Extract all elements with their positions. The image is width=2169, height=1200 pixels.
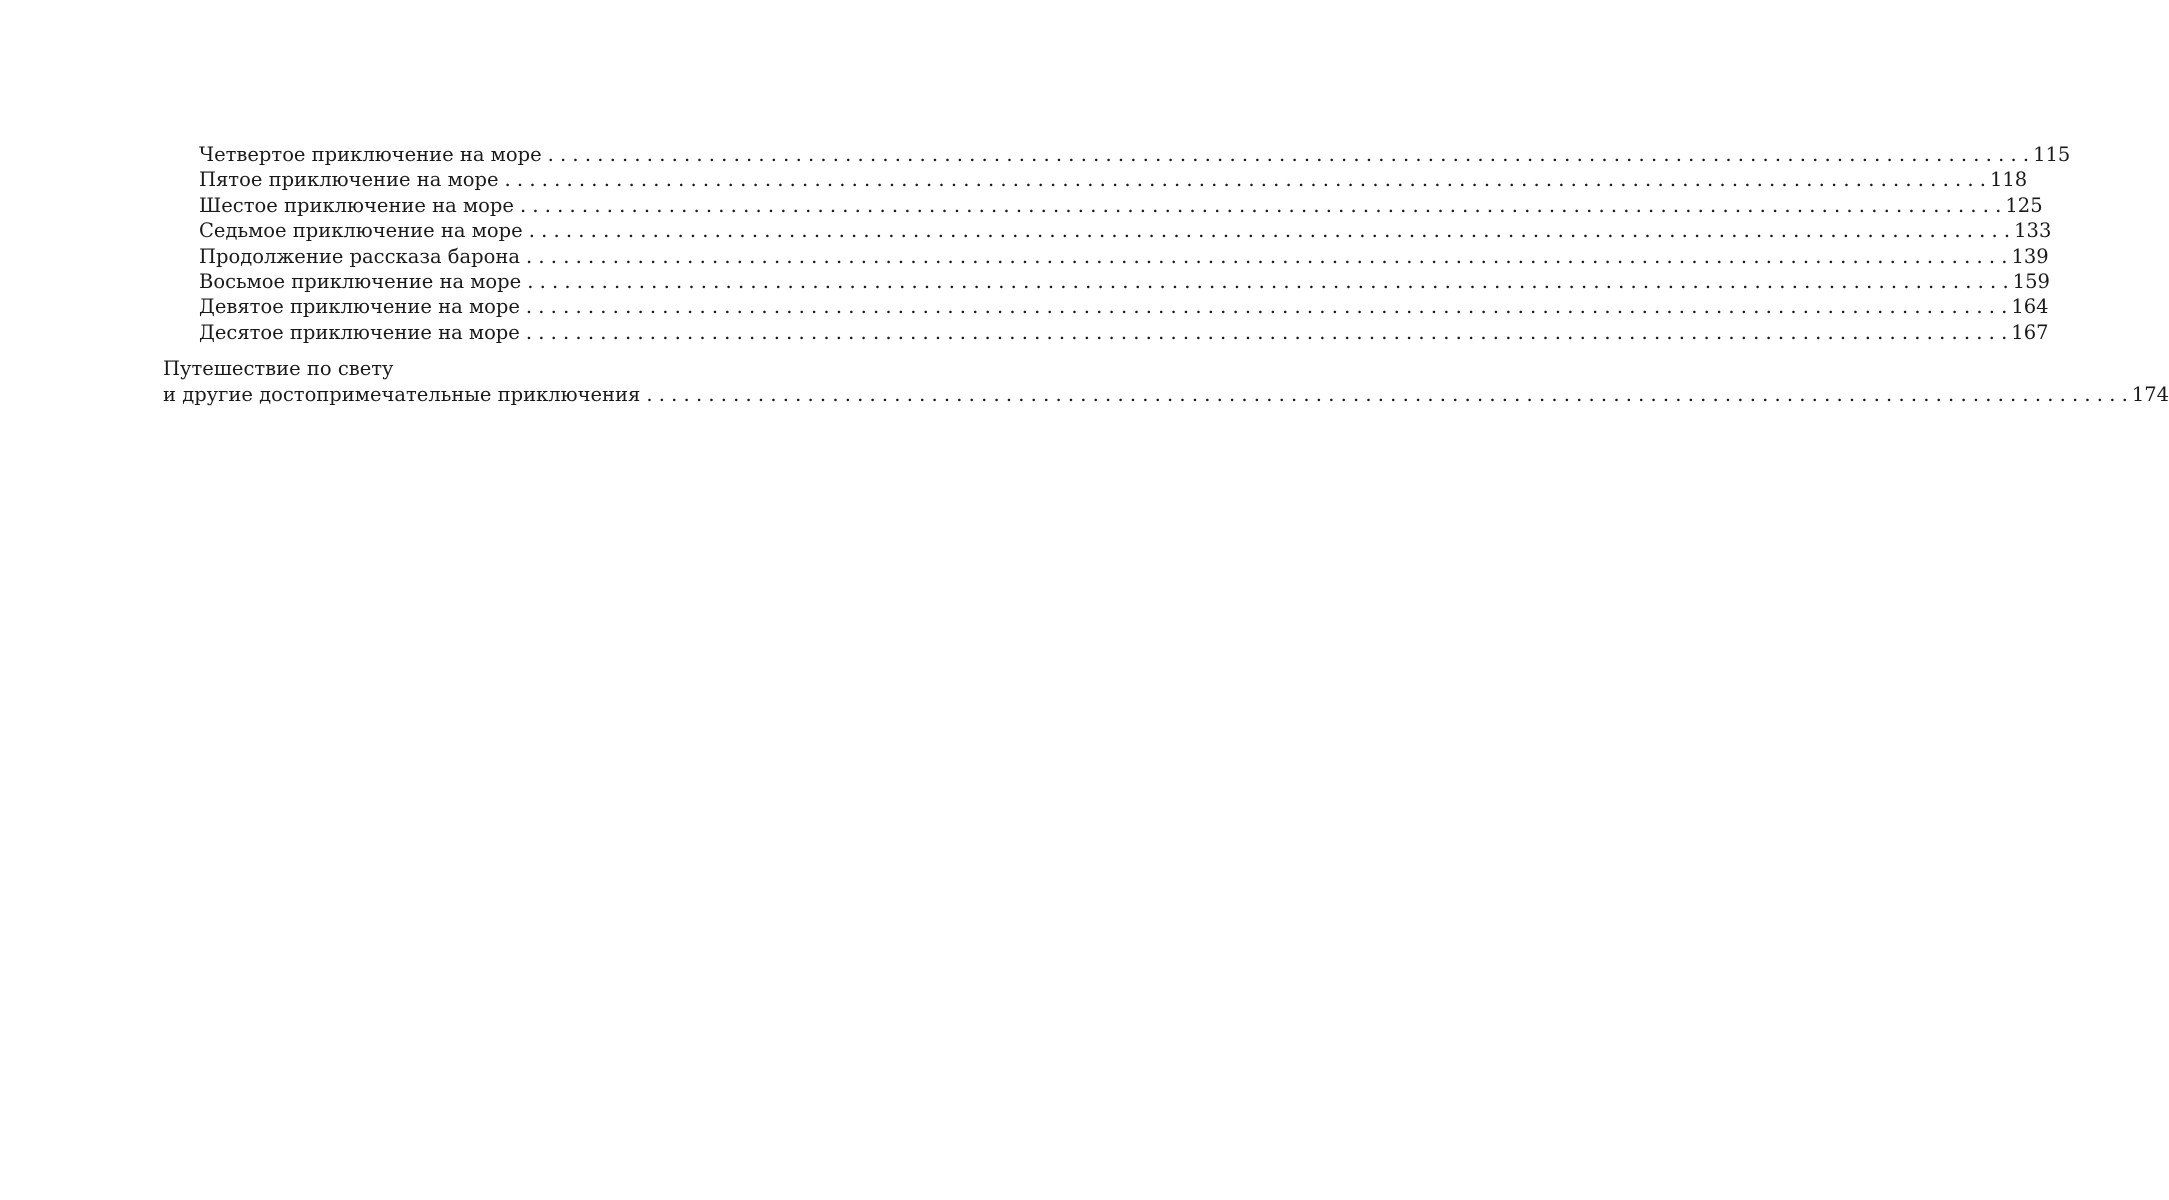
- dot-leader: . . . . . . . . . . . . . . . . . . . . . . . . . . . . . . . . . . . . . . . . . . . . . . . . . . . . . . . . . . . . . . . . . . . . . . . . . . . . . . . . . . . . . . . . . . . . . . . . . . . . . . . . . . . . . . . . . . . . . . . .: [646, 382, 2128, 406]
- toc-entry[interactable]: [163, 244, 2049, 269]
- toc-final-title-line2: и другие достопримечательные приключения: [163, 382, 641, 406]
- toc-entry[interactable]: [163, 218, 2052, 243]
- toc-entry[interactable]: [163, 320, 2049, 345]
- toc-final-title-line1[interactable]: Путешествие по свету: [163, 357, 394, 381]
- toc-entry-page: 159: [2012, 270, 2050, 294]
- toc-entry[interactable]: [163, 167, 2028, 192]
- toc-entry-page: 118: [1989, 168, 2028, 192]
- toc-entry-page: 125: [2005, 193, 2043, 217]
- toc-final-entry[interactable]: [163, 382, 2169, 407]
- toc-entry-title: Четвертое приключение на море: [199, 143, 542, 166]
- toc-entry-page: 139: [2011, 244, 2049, 268]
- toc-entry-page: 115: [2033, 143, 2071, 166]
- toc-entry-title: Седьмое приключение на море: [199, 219, 523, 243]
- toc-entry[interactable]: [163, 193, 2043, 218]
- toc-entry[interactable]: [163, 269, 2050, 294]
- toc-entry-page: 167: [2011, 320, 2049, 344]
- toc-final-page: 174: [2131, 382, 2169, 406]
- toc-entry-title: Продолжение рассказа барона: [199, 244, 521, 268]
- dot-leader: . . . . . . . . . . . . . . . . . . . . . . . . . . . . . . . . . . . . . . . . . . . . . . . . . . . . . . . . . . . . . . . . . . . . . . . . . . . . . . . . . . . . . . . . . . . . . . . . . . . . . . . . . . . . . . . . . . . . . . . .: [504, 168, 1986, 192]
- dot-leader: . . . . . . . . . . . . . . . . . . . . . . . . . . . . . . . . . . . . . . . . . . . . . . . . . . . . . . . . . . . . . . . . . . . . . . . . . . . . . . . . . . . . . . . . . . . . . . . . . . . . . . . . . . . . . . . . . . . . . . . .: [526, 244, 2008, 268]
- toc-entry[interactable]: [163, 294, 2049, 319]
- toc-entry[interactable]: [163, 142, 2071, 167]
- toc-entry-page: 133: [2014, 219, 2052, 243]
- toc-entry-page: 164: [2011, 295, 2049, 319]
- toc-entry-title: Пятое приключение на море: [199, 168, 499, 192]
- toc-entry-title: Девятое приключение на море: [199, 295, 520, 319]
- dot-leader: . . . . . . . . . . . . . . . . . . . . . . . . . . . . . . . . . . . . . . . . . . . . . . . . . . . . . . . . . . . . . . . . . . . . . . . . . . . . . . . . . . . . . . . . . . . . . . . . . . . . . . . . . . . . . . . . . . . . . . . .: [519, 193, 2002, 217]
- dot-leader: . . . . . . . . . . . . . . . . . . . . . . . . . . . . . . . . . . . . . . . . . . . . . . . . . . . . . . . . . . . . . . . . . . . . . . . . . . . . . . . . . . . . . . . . . . . . . . . . . . . . . . . . . . . . . . . . . . . . . . . .: [528, 219, 2011, 243]
- dot-leader: . . . . . . . . . . . . . . . . . . . . . . . . . . . . . . . . . . . . . . . . . . . . . . . . . . . . . . . . . . . . . . . . . . . . . . . . . . . . . . . . . . . . . . . . . . . . . . . . . . . . . . . . . . . . . . . . . . . . . . . .: [547, 143, 2030, 166]
- toc-entry-title: Шестое приключение на море: [199, 193, 514, 217]
- dot-leader: . . . . . . . . . . . . . . . . . . . . . . . . . . . . . . . . . . . . . . . . . . . . . . . . . . . . . . . . . . . . . . . . . . . . . . . . . . . . . . . . . . . . . . . . . . . . . . . . . . . . . . . . . . . . . . . . . . . . . . . .: [527, 270, 2009, 294]
- dot-leader: . . . . . . . . . . . . . . . . . . . . . . . . . . . . . . . . . . . . . . . . . . . . . . . . . . . . . . . . . . . . . . . . . . . . . . . . . . . . . . . . . . . . . . . . . . . . . . . . . . . . . . . . . . . . . . . . . . . . . . . .: [525, 295, 2008, 319]
- toc-entry-title: Десятое приключение на море: [199, 320, 520, 344]
- toc-entry-title: Восьмое приключение на море: [199, 270, 522, 294]
- section-gap: [163, 345, 743, 356]
- table-of-contents: [163, 142, 2169, 407]
- dot-leader: . . . . . . . . . . . . . . . . . . . . . . . . . . . . . . . . . . . . . . . . . . . . . . . . . . . . . . . . . . . . . . . . . . . . . . . . . . . . . . . . . . . . . . . . . . . . . . . . . . . . . . . . . . . . . . . . . . . . . . . .: [525, 320, 2008, 344]
